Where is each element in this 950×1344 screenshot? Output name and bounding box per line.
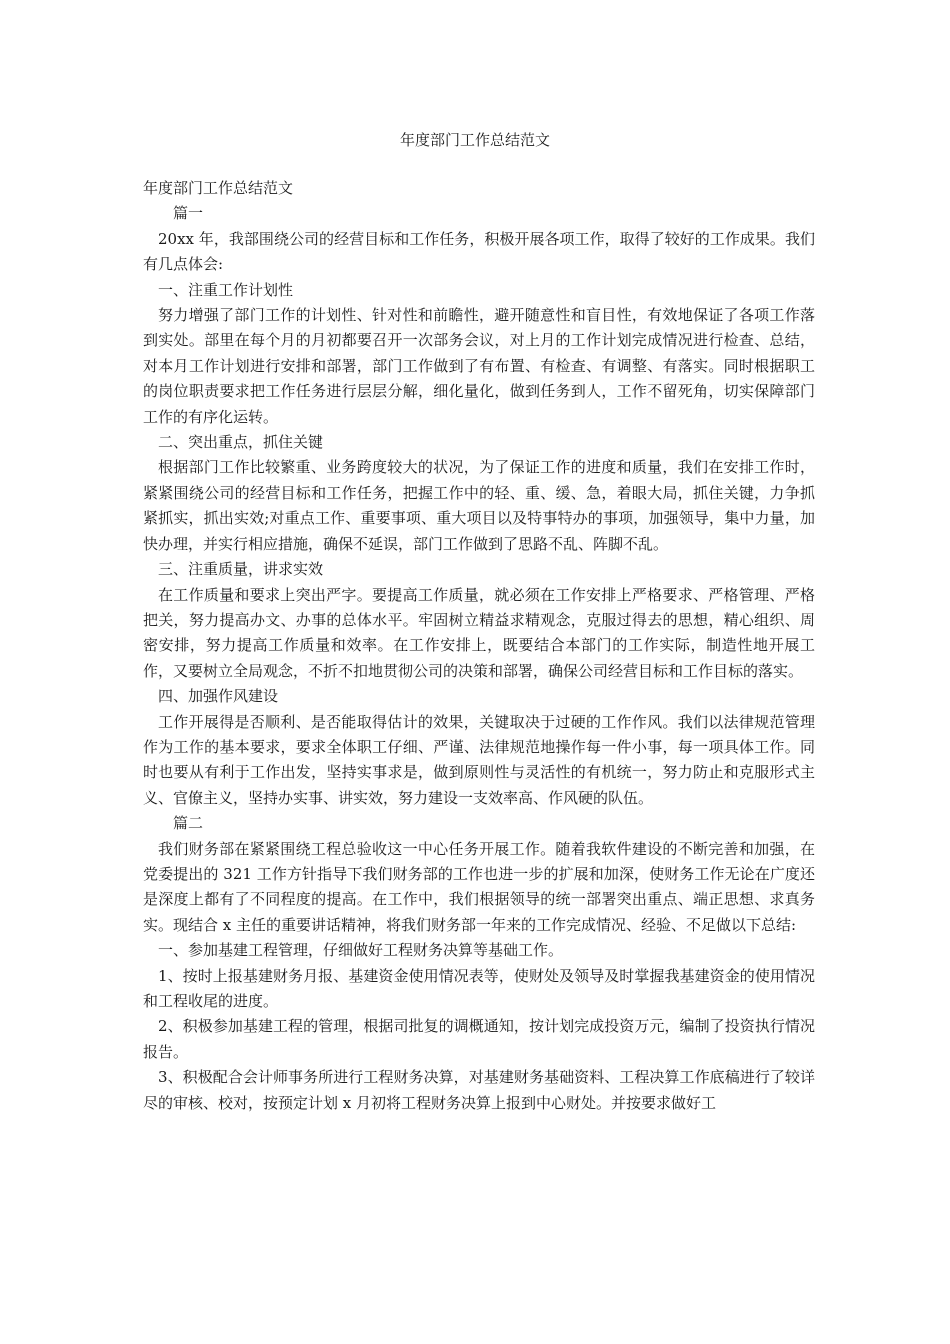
paragraph: 在工作质量和要求上突出严字。要提高工作质量，就必须在工作安排上严格要求、严格管理、严格把关，努力提高办文、办事的总体水平。牢固树立精益求精观念，克服过得去的思想，精心组织、周密安排，努力提高工作质量和效率。在工作安排上，既要结合本部门的工作实际，制造性地开展工作，又要树立全局观念，不折不扣地贯彻公司的决策和部署，确保公司经营目标和工作目标的落实。 bbox=[143, 585, 815, 680]
paragraph: 四、加强作风建设 bbox=[158, 687, 279, 706]
page-title: 年度部门工作总结范文 bbox=[399, 131, 550, 149]
paragraph: 1、按时上报基建财务月报、基建资金使用情况表等，使财处及领导及时掌握我基建资金的使用情况和工程收尾的进度。 bbox=[143, 966, 815, 1010]
document-body bbox=[143, 176, 815, 1116]
paragraph: 工作开展得是否顺利、是否能取得估计的效果，关键取决于过硬的工作作风。我们以法律规范管理作为工作的基本要求，要求全体职工仔细、严谨、法律规范地操作每一件小事，每一项具体工作。同时也要从有利于工作出发，坚持实事求是，做到原则性与灵活性的有机统一，努力防止和克服形式主义、官僚主义，坚持办实事、讲实效，努力建设一支效率高、作风硬的队伍。 bbox=[143, 712, 815, 807]
paragraph: 根据部门工作比较繁重、业务跨度较大的状况，为了保证工作的进度和质量，我们在安排工作时，紧紧围绕公司的经营目标和工作任务，把握工作中的轻、重、缓、急，着眼大局，抓住关键，力争抓紧抓实，抓出实效;对重点工作、重要事项、重大项目以及特事特办的事项，加强领导，集中力量，加快办理，并实行相应措施，确保不延误，部门工作做到了思路不乱、阵脚不乱。 bbox=[143, 458, 815, 553]
paragraph: 三、注重质量，讲求实效 bbox=[158, 560, 324, 579]
paragraph: 篇二 bbox=[173, 814, 204, 833]
paragraph: 20xx 年，我部围绕公司的经营目标和工作任务，积极开展各项工作，取得了较好的工作成果。我们有几点体会: bbox=[143, 229, 815, 274]
paragraph: 2、积极参加基建工程的管理，根据司批复的调概通知，按计划完成投资万元，编制了投资执行情况报告。 bbox=[143, 1017, 815, 1061]
paragraph: 3、积极配合会计师事务所进行工程财务决算，对基建财务基础资料、工程决算工作底稿进行了较详尽的审核、校对，按预定计划 x 月初将工程财务决算上报到中心财处。并按要求做好工 bbox=[143, 1068, 815, 1112]
paragraph: 篇一 bbox=[173, 204, 204, 223]
paragraph: 我们财务部在紧紧围绕工程总验收这一中心任务开展工作。随着我软件建设的不断完善和加强，在党委提出的 321 工作方针指导下我们财务部的工作也进一步的扩展和加深，使财务工作无论在广度还是深度上都有了不同程度的提高。在工作中，我们根据领导的统一部署突出重点、端正思想、求真务实。现结合 x 主任的重要讲话精神，将我们财务部一年来的工作完成情况、经验、不足做以下总结: bbox=[143, 839, 815, 934]
paragraph: 一、注重工作计划性 bbox=[158, 280, 294, 299]
paragraph: 努力增强了部门工作的计划性、针对性和前瞻性，避开随意性和盲目性，有效地保证了各项工作落到实处。部里在每个月的月初都要召开一次部务会议，对上月的工作计划完成情况进行检查、总结，对本月工作计划进行安排和部署，部门工作做到了有布置、有检查、有调整、有落实。同时根据职工的岗位职责要求把工作任务进行层层分解，细化量化，做到任务到人，工作不留死角，切实保障部门工作的有序化运转。 bbox=[143, 306, 815, 426]
paragraph: 二、突出重点，抓住关键 bbox=[158, 433, 324, 452]
paragraph: 一、参加基建工程管理，仔细做好工程财务决算等基础工作。 bbox=[158, 941, 564, 960]
paragraph: 年度部门工作总结范文 bbox=[143, 179, 294, 197]
